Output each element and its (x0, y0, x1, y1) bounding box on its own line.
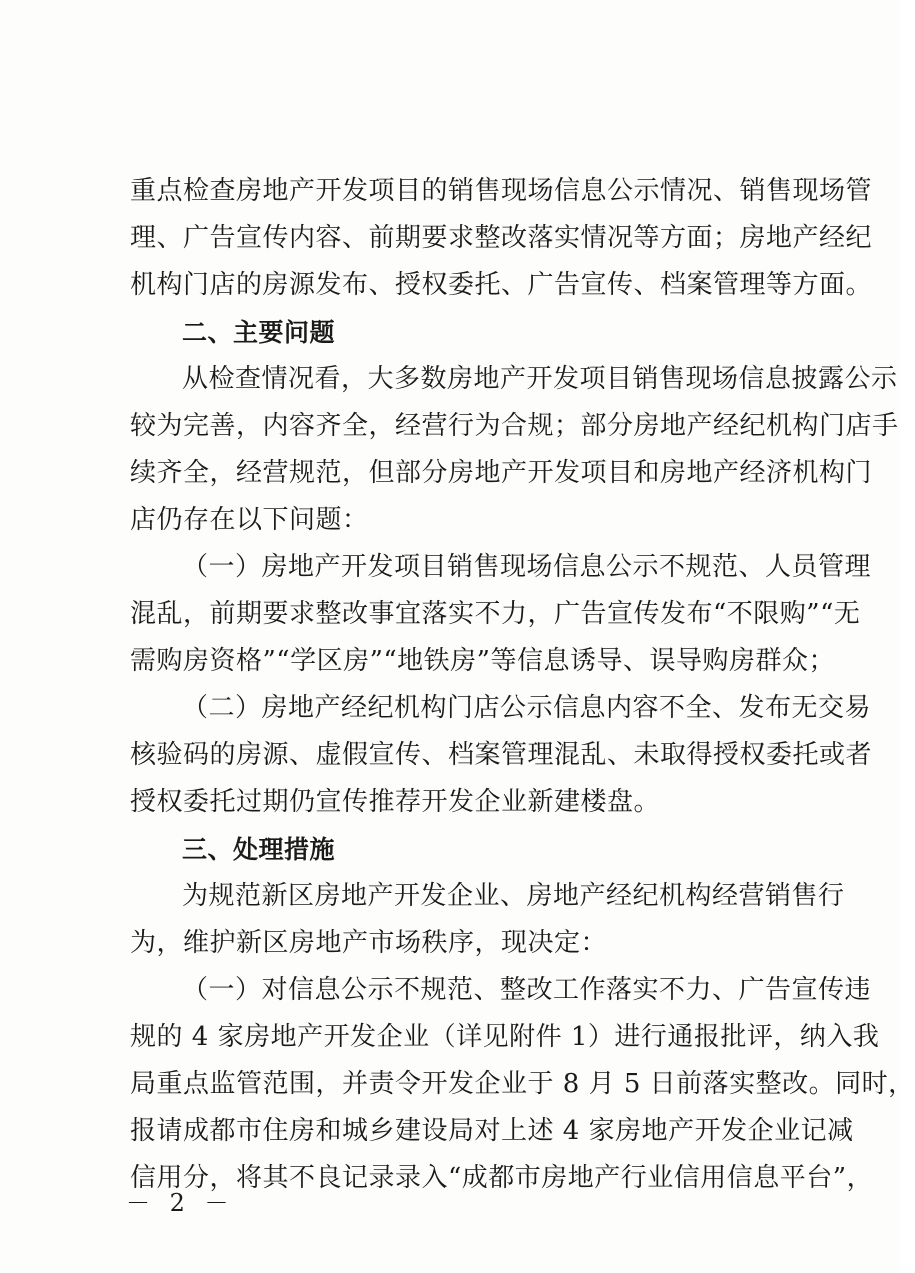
paragraph-line: 信用分，将其不良记录录入“成都市房地产行业信用信息平台”， (130, 1163, 874, 1193)
paragraph-line: 报请成都市住房和城乡建设局对上述 4 家房地产开发企业记减 (130, 1116, 854, 1146)
paragraph-line: 从检查情况看，大多数房地产开发项目销售现场信息披露公示 (182, 364, 898, 394)
paragraph-line: 较为完善，内容齐全，经营行为合规；部分房地产经纪机构门店手 (130, 411, 899, 441)
paragraph-line: 为规范新区房地产开发企业、房地产经纪机构经营销售行 (182, 881, 845, 911)
paragraph-line: 续齐全，经营规范，但部分房地产开发项目和房地产经济机构门 (130, 458, 873, 488)
document-body (130, 168, 915, 1202)
section-heading: 二、主要问题 (182, 318, 336, 347)
paragraph-line: （二）房地产经纪机构门店公示信息内容不全、发布无交易 (182, 693, 872, 723)
paragraph-line: 机构门店的房源发布、授权委托、广告宣传、档案管理等方面。 (130, 270, 873, 300)
paragraph-line: 理、广告宣传内容、前期要求整改落实情况等方面；房地产经纪 (130, 223, 873, 253)
paragraph-line: 店仍存在以下问题： (130, 505, 369, 535)
paragraph-line: 规的 4 家房地产开发企业（详见附件 1）进行通报批评，纳入我 (130, 1022, 880, 1052)
paragraph-line: （一）对信息公示不规范、整改工作落实不力、广告宣传违 (182, 975, 872, 1005)
paragraph-line: 重点检查房地产开发项目的销售现场信息公示情况、销售现场管 (130, 176, 873, 206)
paragraph-line: 局重点监管范围，并责令开发企业于 8 月 5 日前落实整改。同时， (130, 1069, 915, 1099)
section-heading: 三、处理措施 (182, 835, 336, 864)
page-number: － 2 － (126, 1189, 235, 1217)
paragraph-line: 需购房资格”“学区房”“地铁房”等信息诱导、误导购房群众； (130, 646, 835, 676)
paragraph-line: 授权委托过期仍宣传推荐开发企业新建楼盘。 (130, 787, 661, 817)
paragraph-line: 核验码的房源、虚假宣传、档案管理混乱、未取得授权委托或者 (130, 740, 873, 770)
paragraph-line: 混乱，前期要求整改事宜落实不力，广告宣传发布“不限购”“无 (130, 599, 861, 629)
paragraph-line: 为，维护新区房地产市场秩序，现决定： (130, 928, 608, 958)
paragraph-line: （一）房地产开发项目销售现场信息公示不规范、人员管理 (182, 552, 872, 582)
